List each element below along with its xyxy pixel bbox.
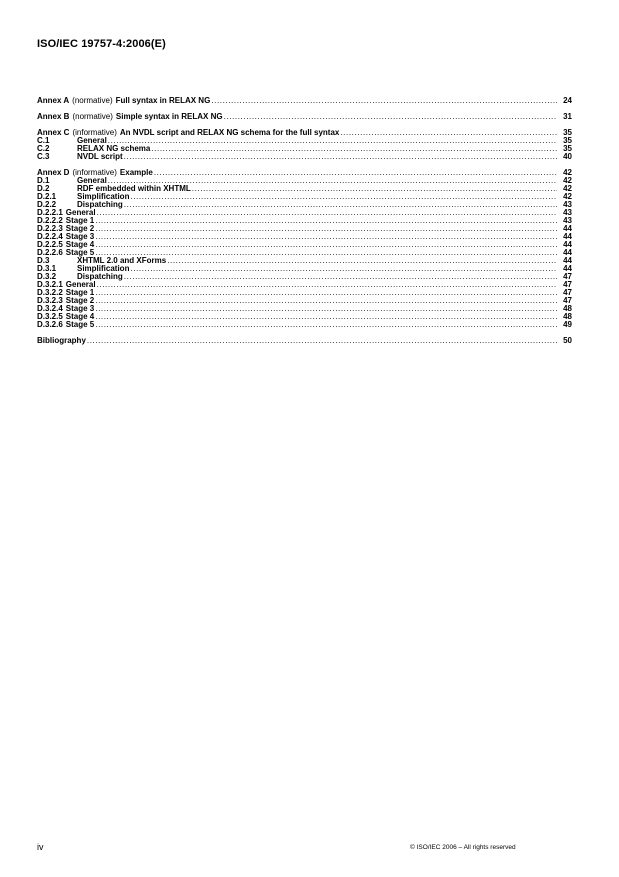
toc-annex-label: Annex B (37, 112, 70, 121)
toc-entry[interactable] (37, 129, 572, 137)
toc-page-number: 42 (563, 168, 572, 177)
toc-entry-title: Bibliography (37, 336, 86, 345)
toc-dot-leader (95, 297, 557, 305)
toc-entry-title: NVDL script (77, 152, 123, 161)
toc-page-number: 44 (563, 232, 572, 241)
toc-entry-number: D.3.2.3 (37, 296, 63, 305)
toc-entry-title: Stage 3 (65, 304, 95, 313)
toc-entry-title: Simple syntax in RELAX NG (115, 112, 223, 121)
toc-entry-title: Dispatching (77, 200, 123, 209)
toc-page-number: 35 (563, 128, 572, 137)
toc-entry-number: D.2.2.1 (37, 208, 63, 217)
toc-page-number: 35 (563, 144, 572, 153)
toc-page-number: 47 (563, 288, 572, 297)
toc-entry-title: RELAX NG schema (77, 144, 151, 153)
toc-dot-leader (130, 265, 557, 273)
toc-page-number: 42 (563, 176, 572, 185)
toc-page-number: 40 (563, 152, 572, 161)
toc-entry-number: C.1 (37, 136, 50, 145)
toc-entry-title: General (77, 136, 107, 145)
toc-entry[interactable] (37, 241, 572, 249)
toc-page-number: 47 (563, 280, 572, 289)
toc-entry-number: D.3 (37, 256, 50, 265)
toc-dot-leader (108, 137, 557, 145)
toc-dot-leader (154, 169, 557, 177)
toc-entry-title: Example (119, 168, 153, 177)
toc-entry-title: Stage 5 (65, 248, 95, 257)
table-of-contents (37, 97, 572, 345)
toc-page-number: 42 (563, 184, 572, 193)
toc-dot-leader (167, 257, 557, 265)
toc-entry-title: Stage 4 (65, 240, 95, 249)
toc-entry-number: C.3 (37, 152, 50, 161)
toc-entry-number: D.3.2.1 (37, 280, 63, 289)
toc-page-number: 44 (563, 240, 572, 249)
toc-dot-leader (95, 217, 557, 225)
toc-entry-title: Simplification (77, 264, 130, 273)
copyright-notice: © ISO/IEC 2006 – All rights reserved (410, 844, 516, 851)
toc-dot-leader (95, 321, 557, 329)
toc-entry[interactable] (37, 233, 572, 241)
toc-annex-label: Annex C (37, 128, 70, 137)
toc-entry[interactable] (37, 273, 572, 281)
toc-page-number: 24 (563, 96, 572, 105)
toc-page-number: 44 (563, 224, 572, 233)
toc-entry-number: D.3.2 (37, 272, 57, 281)
toc-dot-leader (87, 337, 557, 345)
toc-entry-number: D.2.2.3 (37, 224, 63, 233)
toc-entry-number: D.2.2.2 (37, 216, 63, 225)
toc-entry-title: General (77, 176, 107, 185)
toc-page-number: 47 (563, 296, 572, 305)
toc-entry[interactable] (37, 225, 572, 233)
toc-dot-leader (95, 225, 557, 233)
toc-annex-qualifier: (normative) (72, 112, 113, 121)
toc-page-number: 42 (563, 192, 572, 201)
toc-entry[interactable] (37, 297, 572, 305)
toc-entry-number: D.1 (37, 176, 50, 185)
toc-dot-leader (97, 281, 557, 289)
toc-entry[interactable] (37, 97, 572, 105)
toc-entry-title: XHTML 2.0 and XForms (77, 256, 167, 265)
toc-entry-title: Stage 2 (65, 296, 95, 305)
toc-dot-leader (124, 201, 557, 209)
toc-page-number: 43 (563, 200, 572, 209)
document-identifier: ISO/IEC 19757-4:2006(E) (37, 38, 166, 50)
toc-entry[interactable] (37, 281, 572, 289)
toc-dot-leader (151, 145, 557, 153)
toc-annex-label: Annex A (37, 96, 70, 105)
toc-dot-leader (95, 233, 557, 241)
toc-entry-number: D.2.2.5 (37, 240, 63, 249)
toc-page-number: 47 (563, 272, 572, 281)
toc-dot-leader (95, 289, 557, 297)
toc-entry-number: D.2.2.4 (37, 232, 63, 241)
toc-page-number: 35 (563, 136, 572, 145)
toc-dot-leader (124, 153, 557, 161)
toc-entry[interactable] (37, 169, 572, 177)
toc-entry-number: D.3.2.5 (37, 312, 63, 321)
toc-page-number: 43 (563, 216, 572, 225)
toc-annex-qualifier: (informative) (72, 128, 117, 137)
toc-dot-leader (340, 129, 557, 137)
toc-entry-number: C.2 (37, 144, 50, 153)
toc-entry-number: D.2.2.6 (37, 248, 63, 257)
toc-annex-qualifier: (informative) (72, 168, 117, 177)
toc-entry[interactable] (37, 321, 572, 329)
toc-dot-leader (97, 209, 557, 217)
toc-page-number: 49 (563, 320, 572, 329)
toc-page-number: 48 (563, 304, 572, 313)
toc-entry[interactable] (37, 305, 572, 313)
toc-entry-title: An NVDL script and RELAX NG schema for the full syntax (119, 128, 340, 137)
toc-entry-title: Dispatching (77, 272, 123, 281)
page-number: iv (37, 842, 44, 852)
toc-page-number: 44 (563, 264, 572, 273)
toc-entry[interactable] (37, 209, 572, 217)
toc-entry[interactable] (37, 153, 572, 161)
toc-dot-leader (224, 113, 557, 121)
toc-entry-title: Simplification (77, 192, 130, 201)
toc-dot-leader (95, 313, 557, 321)
toc-entry-number: D.3.2.2 (37, 288, 63, 297)
toc-entry-title: Full syntax in RELAX NG (115, 96, 211, 105)
toc-dot-leader (211, 97, 557, 105)
toc-dot-leader (192, 185, 557, 193)
toc-entry[interactable] (37, 337, 572, 345)
toc-page-number: 43 (563, 208, 572, 217)
toc-page-number: 44 (563, 256, 572, 265)
toc-entry[interactable] (37, 201, 572, 209)
toc-entry-title: Stage 5 (65, 320, 95, 329)
toc-entry-number: D.3.2.4 (37, 304, 63, 313)
toc-entry-title: Stage 1 (65, 216, 95, 225)
toc-entry[interactable] (37, 289, 572, 297)
toc-entry[interactable] (37, 313, 572, 321)
toc-entry-title: Stage 4 (65, 312, 95, 321)
toc-entry-number: D.3.1 (37, 264, 57, 273)
toc-entry[interactable] (37, 217, 572, 225)
toc-entry-title: General (65, 280, 96, 289)
toc-entry-title: General (65, 208, 96, 217)
toc-dot-leader (124, 273, 557, 281)
toc-page-number: 50 (563, 336, 572, 345)
toc-entry[interactable] (37, 113, 572, 121)
toc-entry-title: Stage 1 (65, 288, 95, 297)
toc-dot-leader (95, 305, 557, 313)
toc-entry-number: D.2.2 (37, 200, 57, 209)
toc-entry-number: D.2 (37, 184, 50, 193)
toc-page-number: 31 (563, 112, 572, 121)
toc-entry-title: Stage 3 (65, 232, 95, 241)
toc-entry-title: Stage 2 (65, 224, 95, 233)
toc-entry-number: D.2.1 (37, 192, 57, 201)
toc-annex-qualifier: (normative) (72, 96, 113, 105)
toc-page-number: 44 (563, 248, 572, 257)
toc-dot-leader (95, 241, 557, 249)
toc-entry-number: D.3.2.6 (37, 320, 63, 329)
toc-entry-title: RDF embedded within XHTML (77, 184, 191, 193)
toc-annex-label: Annex D (37, 168, 70, 177)
toc-dot-leader (130, 193, 557, 201)
toc-page-number: 48 (563, 312, 572, 321)
